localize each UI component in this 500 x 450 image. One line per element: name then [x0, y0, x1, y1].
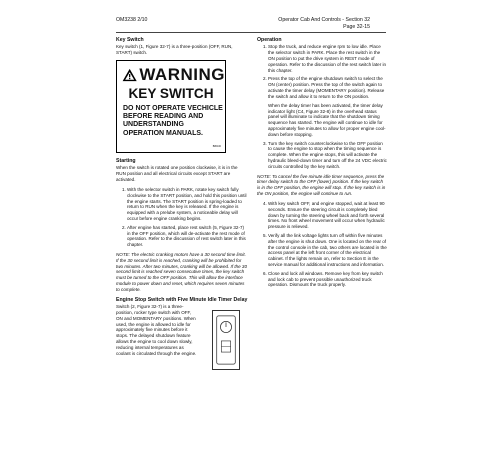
list-item: 1. Stop the truck, and reduce engine rpm to low idle. Place the selector switch in PARK. Place the rest switch in the ON position to put the drive system in REST mode of operation. Refer to the discussion of the rest switch later in this chapter. [268, 44, 387, 73]
warning-line: UNDERSTANDING [123, 121, 184, 129]
operation-heading: Operation [257, 37, 282, 43]
warning-line: BEFORE READING AND [123, 113, 204, 121]
step-extra: When the delay timer has been activated, the timer delay indicator light (C4, Figure 32-8) in the overhead status panel will illuminate to indicate that the shutdown timing sequence has started. The engine will continue to idle for approximately five minutes to allow for proper engine cool-down before stopping. [268, 102, 386, 137]
list-item: 6. Close and lock all windows. Remove key from key switch and lock cab to prevent possible unauthorized truck operation. Dismount the truck properly. [268, 271, 387, 288]
timer-note: NOTE: To cancel the five minute idle timer sequence, press the timer delay switch to the OFF (lower) position. If the key switch is in the OFF position, the engine will stop. If the key switch is in the ON position, the engine will continue to run. [257, 173, 386, 197]
page-number: Page 32-15 [343, 23, 370, 30]
document-id: OM3238 2/10 [116, 17, 148, 23]
section-header [230, 17, 370, 30]
warning-line: DO NOT OPERATE VECHICLE [123, 105, 223, 113]
starting-steps [116, 187, 248, 248]
operation-steps-continued [257, 201, 387, 288]
warning-message [123, 105, 225, 138]
warning-triangle-icon [122, 65, 137, 85]
header-rule [116, 32, 386, 33]
section-title: Operator Cab And Controls - Section 32 [278, 17, 370, 23]
warning-line: OPERATION MANUALS. [123, 129, 203, 137]
starting-text: When the switch is rotated one position clockwise, it is in the RUN position and all electrical circuits except START are activated. [116, 165, 238, 183]
list-item: 5. Verify all the link voltage lights turn off within five minutes after the engine is shut down. One is located on the rear of the control console in the cab, two others are located in the access panel at the left front corner of the electrical cabinet. If the lights remain on, refer to Section E in the service manual for additional instructions and information. [268, 233, 387, 268]
step-text: Press the top of the engine shutdown switch to select the ON (center) position. Press the top of the switch again to activate the timer delay (MOMENTARY position). Release the switch and allow it to return to the ON position. [268, 76, 385, 99]
list-item: 3. Turn the key switch counterclockwise to the OFF position to cause the engine to stop when the timing sequence is complete. When the engine stops, this will activate the hydraulic bleed-down timer and turn off the 24 VDC electric circuits controlled by the key switch. [268, 141, 387, 170]
list-item: 1. With the selector switch in PARK, rotate key switch fully clockwise to the START position, and hold this position until the engine starts. The START position is spring-loaded to return to RUN when the key is released. If the engine is equipped with a prelube system, a noticeable delay will occur before engine cranking begins. [127, 187, 248, 222]
warning-code: B80100 [212, 145, 221, 149]
left-column [116, 37, 248, 370]
list-item [268, 76, 387, 137]
warning-title: KEY SWITCH [128, 86, 214, 102]
cranking-note: NOTE: The electric cranking motors have a 30 second time limit. If the 30 second limit is reached, cranking will be prohibited for two minutes. After two minutes, cranking will be allowed. If the 30 second limit is reached seven consecutive times, the key switch must be turned to the OFF position. This will allow the interface module to power down and reset, which requires seven minutes to complete. [116, 252, 247, 292]
warning-decal [116, 60, 226, 153]
operation-steps [257, 44, 387, 169]
stop-switch-text: Switch (2, Figure 32-7) is a three-position, rocker type switch with OFF, ON and MOMENTARY positions. When used, the engine is allowed to idle for approximately five minutes before it stops. The delayed shutdown feature allows the engine to cool down slowly, reducing internal temperatures as coolant is circulated through the engine. [116, 304, 197, 356]
right-column [257, 37, 387, 292]
key-switch-text: Key switch (1, Figure 32-7) is a three-position (OFF, RUN, START) switch. [116, 44, 233, 56]
starting-heading: Starting [116, 158, 136, 165]
list-item: 4. With key switch OFF, and engine stopped, wait at least 90 seconds. Ensure the steering circuit is completely bled down by turning the steering wheel back and forth several times. No front wheel movement will occur when hydraulic pressure is relieved. [268, 201, 387, 230]
stop-switch-heading: Engine Stop Switch with Five Minute Idle Timer Delay [116, 296, 248, 303]
list-item: 2. After engine has started, place rest switch (5, Figure 32-7) in the OFF position, which will de-activate the rest mode of operation. Refer to the discussion of rest switch later in this chapter. [127, 225, 248, 248]
key-switch-heading: Key Switch [116, 37, 144, 43]
warning-word: WARNING [139, 65, 225, 85]
rocker-switch-icon [212, 310, 240, 370]
